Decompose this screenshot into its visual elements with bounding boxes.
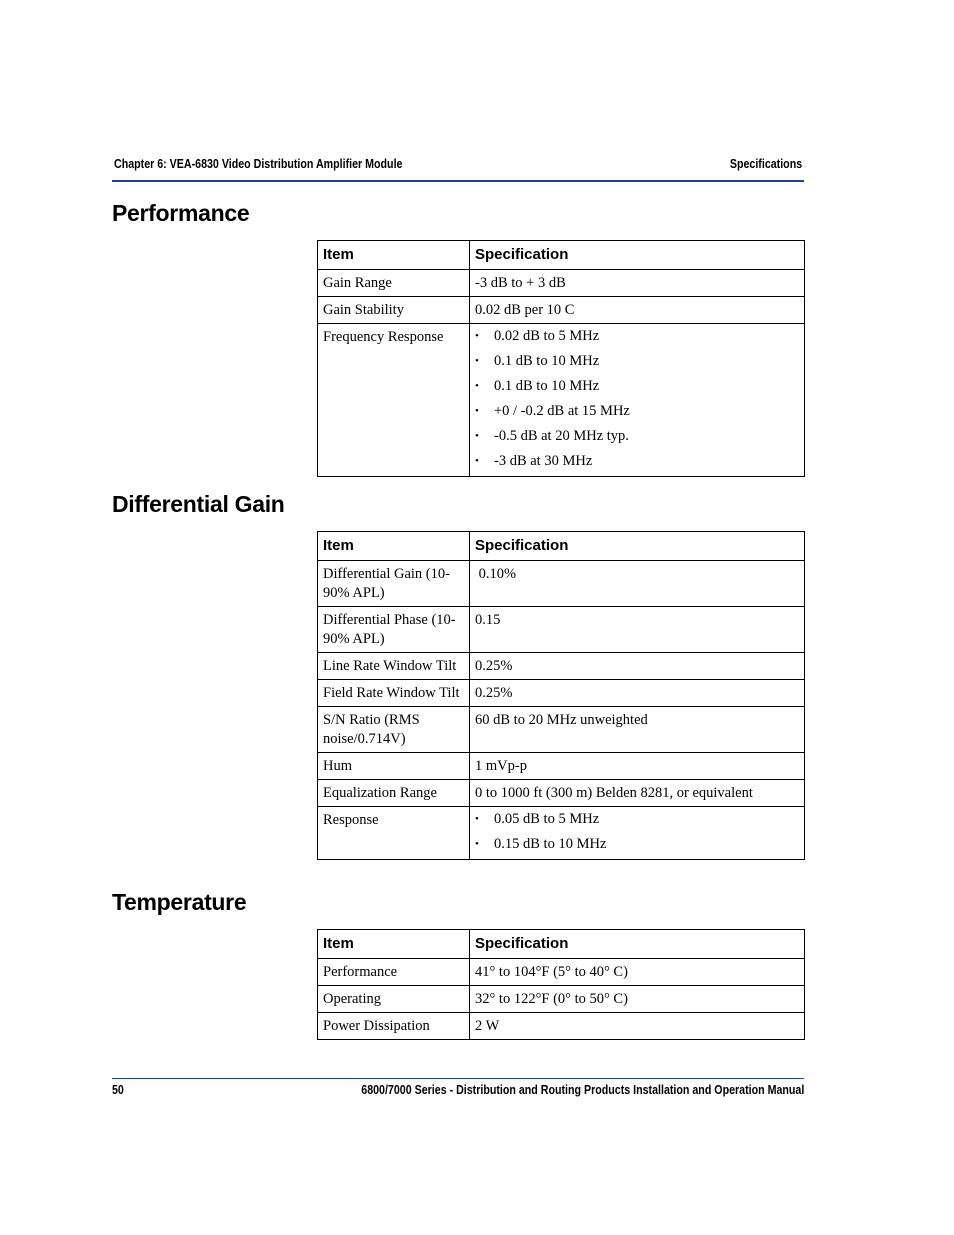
spec-cell [470, 324, 805, 477]
item-cell: Power Dissipation [318, 1013, 470, 1040]
column-header-specification: Specification [470, 930, 805, 959]
table-row [318, 707, 805, 753]
table-row [318, 959, 805, 986]
differential-gain-table [317, 531, 805, 860]
table-row [318, 986, 805, 1013]
spec-cell: 0.15 [470, 607, 805, 653]
spec-bullet: • +0 / -0.2 dB at 15 MHz [475, 399, 799, 424]
spec-cell: 1 mVp-p [470, 753, 805, 780]
manual-title: 6800/7000 Series - Distribution and Routing Products Installation and Operation Manual [360, 1082, 804, 1097]
page-number: 50 [112, 1082, 124, 1097]
spec-cell: 0.10% [470, 561, 805, 607]
table-row [318, 807, 805, 860]
column-header-specification: Specification [470, 241, 805, 270]
spec-cell: 0.25% [470, 680, 805, 707]
spec-bullet: • -0.5 dB at 20 MHz typ. [475, 424, 799, 449]
item-cell: Response [318, 807, 470, 860]
page-footer [112, 1078, 804, 1097]
spec-cell [470, 807, 805, 860]
table-row [318, 607, 805, 653]
item-cell: S/N Ratio (RMS noise/0.714V) [318, 707, 470, 753]
spec-cell: 0.02 dB per 10 C [470, 297, 805, 324]
item-cell: Gain Stability [318, 297, 470, 324]
spec-cell: 32° to 122°F (0° to 50° C) [470, 986, 805, 1013]
column-header-item: Item [318, 930, 470, 959]
table-row [318, 324, 805, 477]
section-heading-temperature: Temperature [112, 889, 247, 915]
item-cell: Performance [318, 959, 470, 986]
item-cell: Field Rate Window Tilt [318, 680, 470, 707]
spec-bullet-list [475, 807, 799, 857]
item-cell: Operating [318, 986, 470, 1013]
table-row [318, 680, 805, 707]
column-header-specification: Specification [470, 532, 805, 561]
spec-bullet: • 0.02 dB to 5 MHz [475, 324, 799, 349]
table-row [318, 653, 805, 680]
spec-bullet: • 0.1 dB to 10 MHz [475, 349, 799, 374]
section-title: Specifications [729, 156, 802, 171]
column-header-item: Item [318, 532, 470, 561]
item-cell: Line Rate Window Tilt [318, 653, 470, 680]
spec-cell: 41° to 104°F (5° to 40° C) [470, 959, 805, 986]
section-heading-performance: Performance [112, 200, 250, 226]
spec-bullet: • 0.1 dB to 10 MHz [475, 374, 799, 399]
spec-cell: 0 to 1000 ft (300 m) Belden 8281, or equivalent [470, 780, 805, 807]
item-cell: Differential Gain (10-90% APL) [318, 561, 470, 607]
item-cell: Hum [318, 753, 470, 780]
column-header-item: Item [318, 241, 470, 270]
table-header-row [318, 241, 805, 270]
section-heading-differential-gain: Differential Gain [112, 491, 285, 517]
table-header-row [318, 930, 805, 959]
table-row [318, 297, 805, 324]
spec-cell: -3 dB to + 3 dB [470, 270, 805, 297]
table-row [318, 1013, 805, 1040]
table-row [318, 561, 805, 607]
spec-bullet: • 0.15 dB to 10 MHz [475, 832, 799, 857]
spec-bullet-list [475, 324, 799, 474]
spec-bullet: • 0.05 dB to 5 MHz [475, 807, 799, 832]
table-row [318, 753, 805, 780]
table-row [318, 270, 805, 297]
chapter-title: Chapter 6: VEA-6830 Video Distribution Amplifier Module [114, 156, 403, 171]
spec-cell: 2 W [470, 1013, 805, 1040]
spec-bullet: • -3 dB at 30 MHz [475, 449, 799, 474]
item-cell: Frequency Response [318, 324, 470, 477]
table-header-row [318, 532, 805, 561]
page-header [112, 154, 804, 182]
spec-cell: 0.25% [470, 653, 805, 680]
temperature-table [317, 929, 805, 1040]
item-cell: Equalization Range [318, 780, 470, 807]
spec-cell: 60 dB to 20 MHz unweighted [470, 707, 805, 753]
performance-table [317, 240, 805, 477]
table-row [318, 780, 805, 807]
item-cell: Gain Range [318, 270, 470, 297]
item-cell: Differential Phase (10-90% APL) [318, 607, 470, 653]
